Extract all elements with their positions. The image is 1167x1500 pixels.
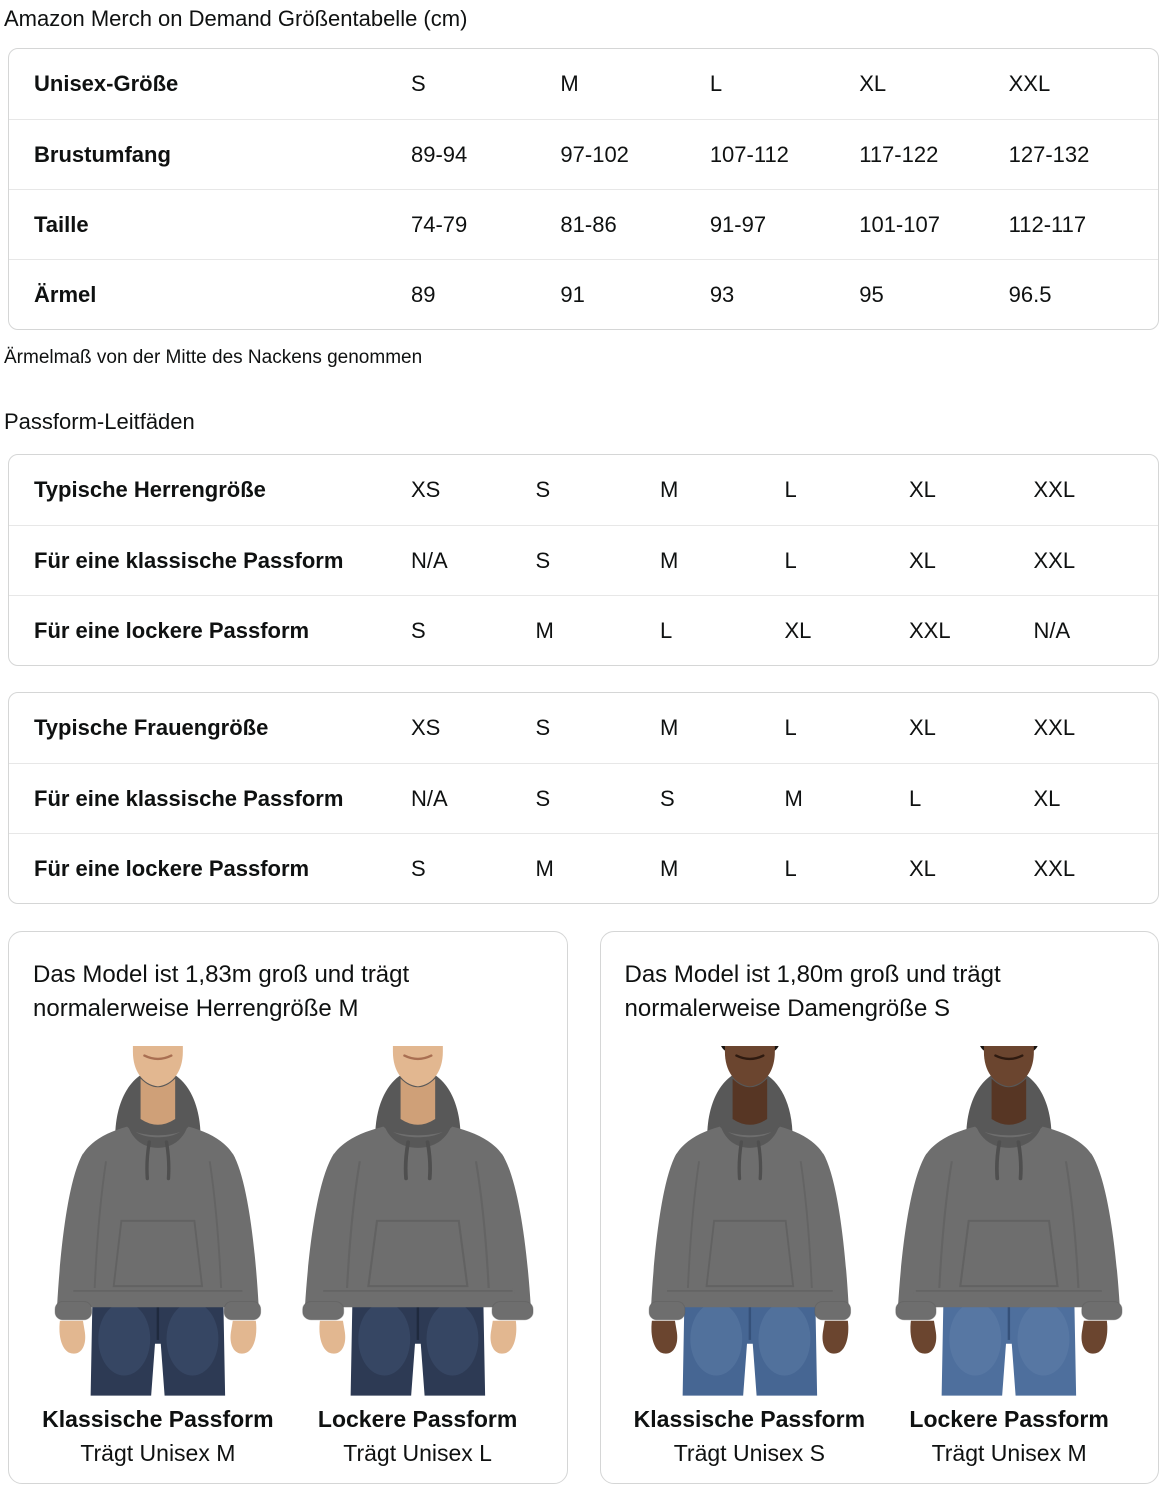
row-label: Typische Herrengröße xyxy=(34,477,266,502)
table-row xyxy=(9,259,1158,329)
hoodie xyxy=(649,1123,850,1320)
hoodie xyxy=(303,1123,533,1320)
female-classic-model-photo xyxy=(625,1046,875,1396)
size-worn-label: Trägt Unisex M xyxy=(80,1439,236,1466)
cell-value: S xyxy=(535,547,551,573)
cell-value: XL xyxy=(909,715,936,740)
row-label: Für eine lockere Passform xyxy=(34,617,310,643)
male-loose-model-photo xyxy=(293,1046,543,1396)
cell-value: 112-117 xyxy=(1008,211,1087,237)
table-row xyxy=(9,833,1158,903)
cell-value: XL xyxy=(909,855,936,881)
cell-value: 101-107 xyxy=(859,211,940,237)
cell-value: 107-112 xyxy=(709,141,789,167)
table-row xyxy=(9,455,1158,525)
cell-value: 81-86 xyxy=(560,211,617,237)
jeans xyxy=(942,1292,1076,1396)
female-loose-model-photo xyxy=(884,1046,1134,1396)
fit-label: Klassische Passform xyxy=(633,1405,866,1432)
cell-value: XL xyxy=(859,71,887,96)
mens-fit-table xyxy=(8,454,1159,666)
table-row xyxy=(9,595,1158,665)
cell-value: 117-122 xyxy=(859,141,939,167)
cell-value: N/A xyxy=(411,785,448,811)
page-title: Amazon Merch on Demand Größentabelle (cm) xyxy=(4,6,468,31)
cell-value: S xyxy=(660,785,675,811)
cell-value: L xyxy=(784,855,797,881)
cell-value: L xyxy=(660,617,673,643)
row-label: Brustumfang xyxy=(34,141,171,167)
cell-value: S xyxy=(411,855,426,881)
cell-value: M xyxy=(784,785,803,811)
cell-value: L xyxy=(784,715,797,740)
cell-value: 91-97 xyxy=(709,211,767,237)
cell-value: XS xyxy=(411,715,441,740)
hoodie xyxy=(55,1123,261,1320)
jeans xyxy=(350,1292,484,1396)
table-row xyxy=(9,189,1158,259)
cell-value: XL xyxy=(784,617,812,643)
fit-label: Lockere Passform xyxy=(317,1405,518,1432)
model-description: Das Model ist 1,83m groß und trägt normalerweise Herrengröße M xyxy=(33,961,410,1022)
cell-value: 96.5 xyxy=(1008,281,1052,307)
cell-value: S xyxy=(411,617,426,643)
male-classic-model-photo xyxy=(33,1046,283,1396)
cell-value: 95 xyxy=(859,281,884,307)
cell-value: 97-102 xyxy=(560,141,629,167)
cell-value: S xyxy=(411,71,426,96)
cell-value: XL xyxy=(909,477,936,502)
hoodie xyxy=(896,1123,1122,1320)
cell-value: XXL xyxy=(1008,71,1051,96)
cell-value: XL xyxy=(1033,785,1061,811)
row-label: Für eine klassische Passform xyxy=(34,547,344,573)
cell-value: M xyxy=(660,547,679,573)
cell-value: 93 xyxy=(709,281,735,307)
cell-value: XXL xyxy=(1033,855,1076,881)
size-worn-label: Trägt Unisex S xyxy=(673,1439,825,1466)
cell-value: 91 xyxy=(560,281,585,307)
male-classic-fit-figure xyxy=(33,1046,283,1467)
cell-value: 127-132 xyxy=(1008,141,1090,167)
table-row xyxy=(9,525,1158,595)
cell-value: XXL xyxy=(1033,715,1076,740)
cell-value: XS xyxy=(411,477,441,502)
jeans xyxy=(91,1292,225,1396)
table-row xyxy=(9,693,1158,763)
row-label: Für eine klassische Passform xyxy=(34,785,344,811)
row-label: Ärmel xyxy=(34,281,97,307)
cell-value: M xyxy=(660,855,679,881)
model-description: Das Model ist 1,80m groß und trägt normalerweise Damengröße S xyxy=(624,961,1001,1022)
model-cards xyxy=(8,931,1159,1484)
cell-value: XXL xyxy=(1033,547,1076,573)
size-table xyxy=(8,48,1159,330)
cell-value: 74-79 xyxy=(411,211,468,237)
table-row xyxy=(9,49,1158,119)
cell-value: XXL xyxy=(909,617,951,643)
cell-value: L xyxy=(909,785,922,811)
jeans xyxy=(682,1292,816,1396)
row-label: Für eine lockere Passform xyxy=(34,855,310,881)
size-worn-label: Trägt Unisex L xyxy=(343,1439,492,1466)
cell-value: S xyxy=(535,785,551,811)
row-label: Typische Frauengröße xyxy=(34,715,269,740)
table-row xyxy=(9,763,1158,833)
male-model-card xyxy=(8,931,568,1484)
cell-value: XL xyxy=(909,547,936,573)
cell-value: L xyxy=(784,547,797,573)
row-label: Taille xyxy=(34,211,89,237)
cell-value: M xyxy=(660,715,679,740)
cell-value: M xyxy=(660,477,679,502)
fit-guides-heading: Passform-Leitfäden xyxy=(4,409,195,434)
fit-label: Lockere Passform xyxy=(909,1405,1109,1432)
male-loose-fit-figure xyxy=(293,1046,543,1467)
sleeve-measure-note: Ärmelmaß von der Mitte des Nackens genommen xyxy=(4,347,423,368)
figures-row xyxy=(33,1046,543,1467)
fit-label: Klassische Passform xyxy=(42,1405,274,1432)
cell-value: L xyxy=(709,71,723,96)
table-row xyxy=(9,119,1158,189)
cell-value: N/A xyxy=(411,547,448,573)
cell-value: N/A xyxy=(1033,617,1071,643)
female-model-card xyxy=(600,931,1160,1484)
cell-value: 89 xyxy=(411,281,436,307)
cell-value: XXL xyxy=(1033,477,1076,502)
size-worn-label: Trägt Unisex M xyxy=(931,1439,1087,1466)
cell-value: 89-94 xyxy=(411,141,468,167)
cell-value: L xyxy=(784,477,797,502)
womens-fit-table xyxy=(8,692,1159,904)
cell-value: M xyxy=(560,71,579,96)
cell-value: M xyxy=(535,617,554,643)
cell-value: S xyxy=(535,715,551,740)
cell-value: M xyxy=(535,855,554,881)
female-classic-fit-figure xyxy=(625,1046,875,1467)
female-loose-fit-figure xyxy=(884,1046,1134,1467)
cell-value: S xyxy=(535,477,551,502)
figures-row xyxy=(625,1046,1135,1467)
row-label: Unisex-Größe xyxy=(34,71,179,96)
